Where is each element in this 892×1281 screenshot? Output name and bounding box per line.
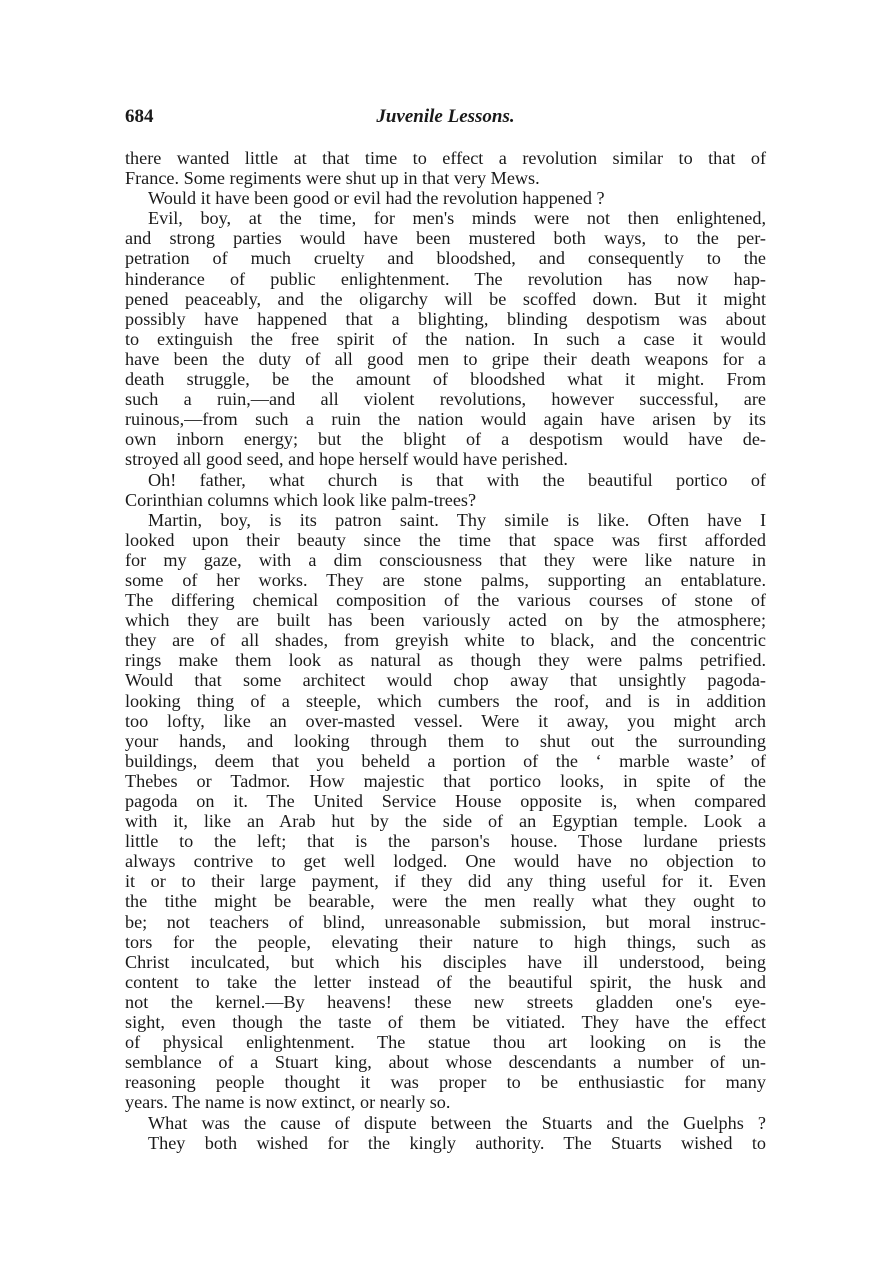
text-line: they are of all shades, from greyish white to black, and the concentric bbox=[125, 630, 766, 651]
text-line: pagoda on it. The United Service House opposite is, when compared bbox=[125, 791, 766, 811]
text-line: too lofty, like an over-masted vessel. Were it away, you might arch bbox=[125, 710, 766, 731]
text-line: sight, even though the taste of them be vitiated. They have the effect bbox=[125, 1012, 766, 1033]
text-line: Evil, boy, at the time, for men's minds were not then enlightened, bbox=[148, 208, 766, 229]
text-line: Corinthian columns which look like palm-trees? bbox=[125, 489, 477, 510]
text-line: stroyed all good seed, and hope herself would have perished. bbox=[125, 449, 568, 470]
text-line: not the kernel.—By heavens! these new streets gladden one's eye- bbox=[125, 991, 766, 1012]
text-line: Thebes or Tadmor. How majestic that portico looks, in spite of the bbox=[125, 770, 766, 791]
text-line: What was the cause of dispute between the Stuarts and the Guelphs ? bbox=[148, 1112, 766, 1133]
text-line: semblance of a Stuart king, about whose descendants a number of un- bbox=[125, 1052, 766, 1073]
text-line: Christ inculcated, but which his disciples have ill understood, being bbox=[125, 951, 766, 972]
text-line: ruinous,—from such a ruin the nation would again have arisen by its bbox=[125, 409, 766, 430]
text-line: own inborn energy; but the blight of a despotism would have de- bbox=[125, 429, 766, 450]
text-line: tors for the people, elevating their nature to high things, such as bbox=[125, 931, 766, 952]
text-line: be; not teachers of blind, unreasonable submission, but moral instruc- bbox=[125, 911, 766, 932]
text-line: The differing chemical composition of the various courses of stone of bbox=[125, 590, 766, 611]
text-line: it or to their large payment, if they did any thing useful for it. Even bbox=[125, 871, 766, 892]
text-line: with it, like an Arab hut by the side of an Egyptian temple. Look a bbox=[125, 811, 766, 832]
text-line: pened peaceably, and the oligarchy will be scoffed down. But it might bbox=[125, 288, 766, 309]
text-line: reasoning people thought it was proper to be enthusiastic for many bbox=[125, 1072, 766, 1093]
text-line: your hands, and looking through them to shut out the surrounding bbox=[125, 730, 766, 751]
text-line: Oh! father, what church is that with the beautiful portico of bbox=[148, 469, 766, 490]
text-line: and strong parties would have been mustered both ways, to the per- bbox=[125, 228, 766, 249]
text-line: hinderance of public enlightenment. The revolution has now hap- bbox=[125, 268, 766, 289]
book-page bbox=[125, 102, 766, 1153]
text-line: Would that some architect would chop away that unsightly pagoda- bbox=[125, 670, 766, 691]
text-line: some of her works. They are stone palms, supporting an entablature. bbox=[125, 569, 766, 590]
running-title: Juvenile Lessons. bbox=[376, 106, 515, 127]
text-line: buildings, deem that you beheld a portion of the ‘ marble waste’ of bbox=[125, 750, 766, 771]
text-line: for my gaze, with a dim consciousness that they were like nature in bbox=[125, 549, 766, 570]
text-line: such a ruin,—and all violent revolutions, however successful, are bbox=[125, 389, 766, 410]
text-line: Martin, boy, is its patron saint. Thy simile is like. Often have I bbox=[148, 509, 766, 530]
text-line: years. The name is now extinct, or nearly so. bbox=[125, 1092, 451, 1113]
text-line: France. Some regiments were shut up in that very Mews. bbox=[125, 168, 540, 189]
text-line: They both wished for the kingly authority. The Stuarts wished to bbox=[148, 1132, 766, 1153]
text-line: looked upon their beauty since the time that space was first afforded bbox=[125, 529, 766, 550]
text-line: always contrive to get well lodged. One would have no objection to bbox=[125, 851, 766, 872]
page-number: 684 bbox=[125, 106, 154, 127]
text-line: death struggle, be the amount of bloodshed what it might. From bbox=[125, 369, 766, 390]
text-line: Would it have been good or evil had the revolution happened ? bbox=[148, 188, 605, 209]
text-line: little to the left; that is the parson's house. Those lurdane priests bbox=[125, 831, 766, 852]
text-line: possibly have happened that a blighting, blinding despotism was about bbox=[125, 308, 766, 329]
text-line: petration of much cruelty and bloodshed, and consequently to the bbox=[125, 248, 766, 269]
text-line: to extinguish the free spirit of the nation. In such a case it would bbox=[125, 328, 766, 349]
running-head bbox=[125, 102, 766, 130]
body-text bbox=[125, 148, 766, 1153]
text-line: which they are built has been variously acted on by the atmosphere; bbox=[125, 610, 766, 631]
text-line: of physical enlightenment. The statue thou art looking on is the bbox=[125, 1032, 766, 1053]
text-line: have been the duty of all good men to gripe their death weapons for a bbox=[125, 348, 766, 369]
text-line: there wanted little at that time to effect a revolution similar to that of bbox=[125, 148, 766, 168]
text-line: the tithe might be bearable, were the men really what they ought to bbox=[125, 891, 766, 912]
text-line: content to take the letter instead of the beautiful spirit, the husk and bbox=[125, 971, 766, 992]
text-line: rings make them look as natural as though they were palms petrified. bbox=[125, 650, 766, 671]
text-line: looking thing of a steeple, which cumbers the roof, and is in addition bbox=[125, 690, 766, 711]
